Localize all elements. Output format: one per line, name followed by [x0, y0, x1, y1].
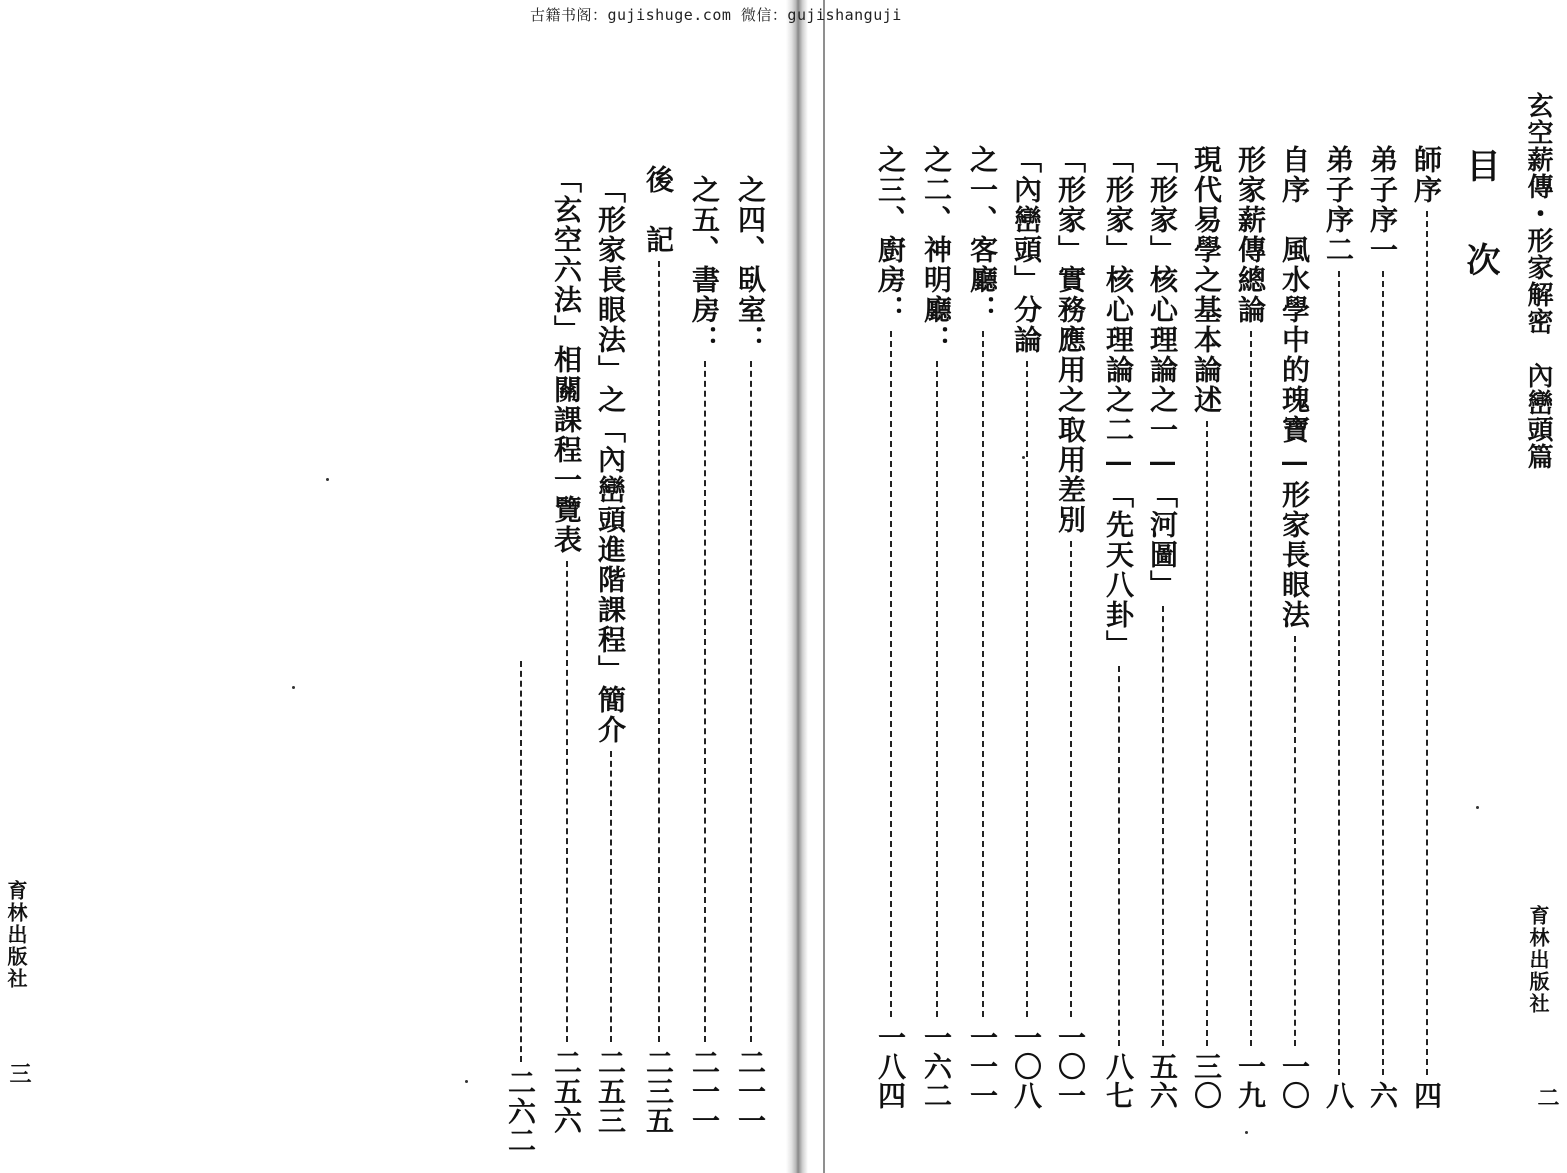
toc-entry	[546, 165, 586, 1135]
watermark: 古籍书阁：gujishuge.com 微信：gujishanguji	[530, 6, 902, 24]
toc-leader	[1424, 211, 1428, 1075]
toc-entry-page: 一〇一	[1054, 1023, 1087, 1110]
toc-entry-title: 現代易學之基本論述	[1190, 145, 1223, 415]
scan-speck	[465, 1080, 468, 1083]
toc-entry-page: 三〇	[1190, 1052, 1223, 1110]
toc-entry	[1318, 145, 1358, 1110]
book-gutter	[786, 0, 808, 1173]
toc-entry-page: 四	[1410, 1081, 1443, 1110]
toc-leader	[1380, 271, 1384, 1075]
toc-entry-title: 弟子序二	[1322, 145, 1355, 265]
scan-speck	[1476, 806, 1479, 809]
toc-entry-title: 之五、書房：	[688, 175, 721, 355]
gutter-shadow-line	[823, 0, 825, 1173]
toc-leader	[888, 331, 892, 1017]
toc-leader	[1160, 606, 1164, 1046]
toc-entry-title: 師序	[1410, 145, 1443, 205]
toc-entry-page: 六	[1366, 1081, 1399, 1110]
scan-speck	[1245, 1131, 1248, 1134]
toc-entry	[590, 175, 630, 1135]
toc-entry	[1142, 145, 1182, 1110]
toc-entry-title: 弟子序一	[1366, 145, 1399, 265]
toc-entry-title: 之三、廚房：	[874, 145, 907, 325]
toc-entry-title: 「玄空六法」相關課程一覽表	[550, 165, 583, 555]
toc-entry	[1362, 145, 1402, 1110]
toc-entry-page: 五六	[1146, 1052, 1179, 1110]
toc-entry-page: 二五三	[594, 1048, 627, 1135]
toc-leader	[1292, 636, 1296, 1046]
toc-entry-title: 「形家」核心理論之一—「河圖」	[1146, 145, 1179, 600]
toc-leader	[934, 361, 938, 1017]
toc-entry-page: 一九	[1234, 1052, 1267, 1110]
toc-entry	[962, 145, 1002, 1110]
toc-entry-page: 一〇	[1278, 1052, 1311, 1110]
toc-entry-title: 「形家長眼法」之「內巒頭進階課程」簡介	[594, 175, 627, 745]
toc-entry-page: 二六二	[504, 1068, 537, 1155]
toc-entry-title: 「形家」實務應用之取用差別	[1054, 145, 1087, 535]
toc-entry-title: 之四、臥室：	[734, 175, 767, 355]
toc-entry-title: 「內巒頭」分論	[1010, 145, 1043, 355]
toc-entry	[730, 175, 770, 1135]
toc-leader	[1068, 541, 1072, 1017]
toc-leader	[564, 561, 568, 1042]
scan-speck	[292, 686, 295, 689]
toc-entry	[870, 145, 910, 1110]
page-number-right: 二	[1534, 1086, 1560, 1108]
toc-entry-page: 一一一	[966, 1023, 999, 1110]
toc-entry	[1098, 145, 1138, 1110]
toc-entry-title: 之二、神明廳：	[920, 145, 953, 355]
toc-entry-page: 二三五	[642, 1048, 675, 1135]
toc-entry	[500, 655, 540, 1155]
toc-entry	[684, 175, 724, 1135]
toc-entry-title: 後 記	[642, 165, 675, 255]
publisher-left: 育林出版社	[4, 880, 28, 990]
toc-leader	[1024, 361, 1028, 1017]
scan-speck	[1022, 456, 1025, 459]
toc-heading: 目 次	[1460, 148, 1500, 286]
toc-entry	[1186, 145, 1226, 1110]
toc-entry-page: 一八四	[874, 1023, 907, 1110]
toc-entry-page: 二五六	[550, 1048, 583, 1135]
toc-leader	[656, 261, 660, 1042]
toc-leader	[1116, 666, 1120, 1046]
running-head: 玄空薪傳・形家解密 內巒頭篇	[1523, 92, 1553, 470]
scan-speck	[326, 478, 329, 481]
page-number-left: 三	[6, 1062, 32, 1084]
toc-entry-page: 一六二	[920, 1023, 953, 1110]
toc-entry-page: 八	[1322, 1081, 1355, 1110]
toc-entry	[1050, 145, 1090, 1110]
toc-entry-page: 二一一	[734, 1048, 767, 1135]
toc-leader	[980, 331, 984, 1017]
toc-leader	[518, 661, 522, 1062]
toc-entry	[1230, 145, 1270, 1110]
toc-entry	[916, 145, 956, 1110]
toc-leader	[702, 361, 706, 1042]
toc-entry-title: 之一、客廳：	[966, 145, 999, 325]
toc-leader	[1336, 271, 1340, 1075]
toc-entry	[1006, 145, 1046, 1110]
toc-entry-page: 一〇八	[1010, 1023, 1043, 1110]
publisher-right: 育林出版社	[1526, 905, 1550, 1015]
toc-entry-page: 二一一	[688, 1048, 721, 1135]
toc-entry-title: 形家薪傳總論	[1234, 145, 1267, 325]
toc-entry-title: 自序 風水學中的瑰寶—形家長眼法	[1278, 145, 1311, 630]
toc-entry-title: 「形家」核心理論之二—「先天八卦」	[1102, 145, 1135, 660]
toc-leader	[608, 751, 612, 1042]
toc-entry	[1406, 145, 1446, 1110]
toc-leader	[1248, 331, 1252, 1046]
toc-entry	[1274, 145, 1314, 1110]
toc-leader	[748, 361, 752, 1042]
toc-entry	[638, 165, 678, 1135]
toc-leader	[1204, 421, 1208, 1046]
toc-entry-page: 八七	[1102, 1052, 1135, 1110]
